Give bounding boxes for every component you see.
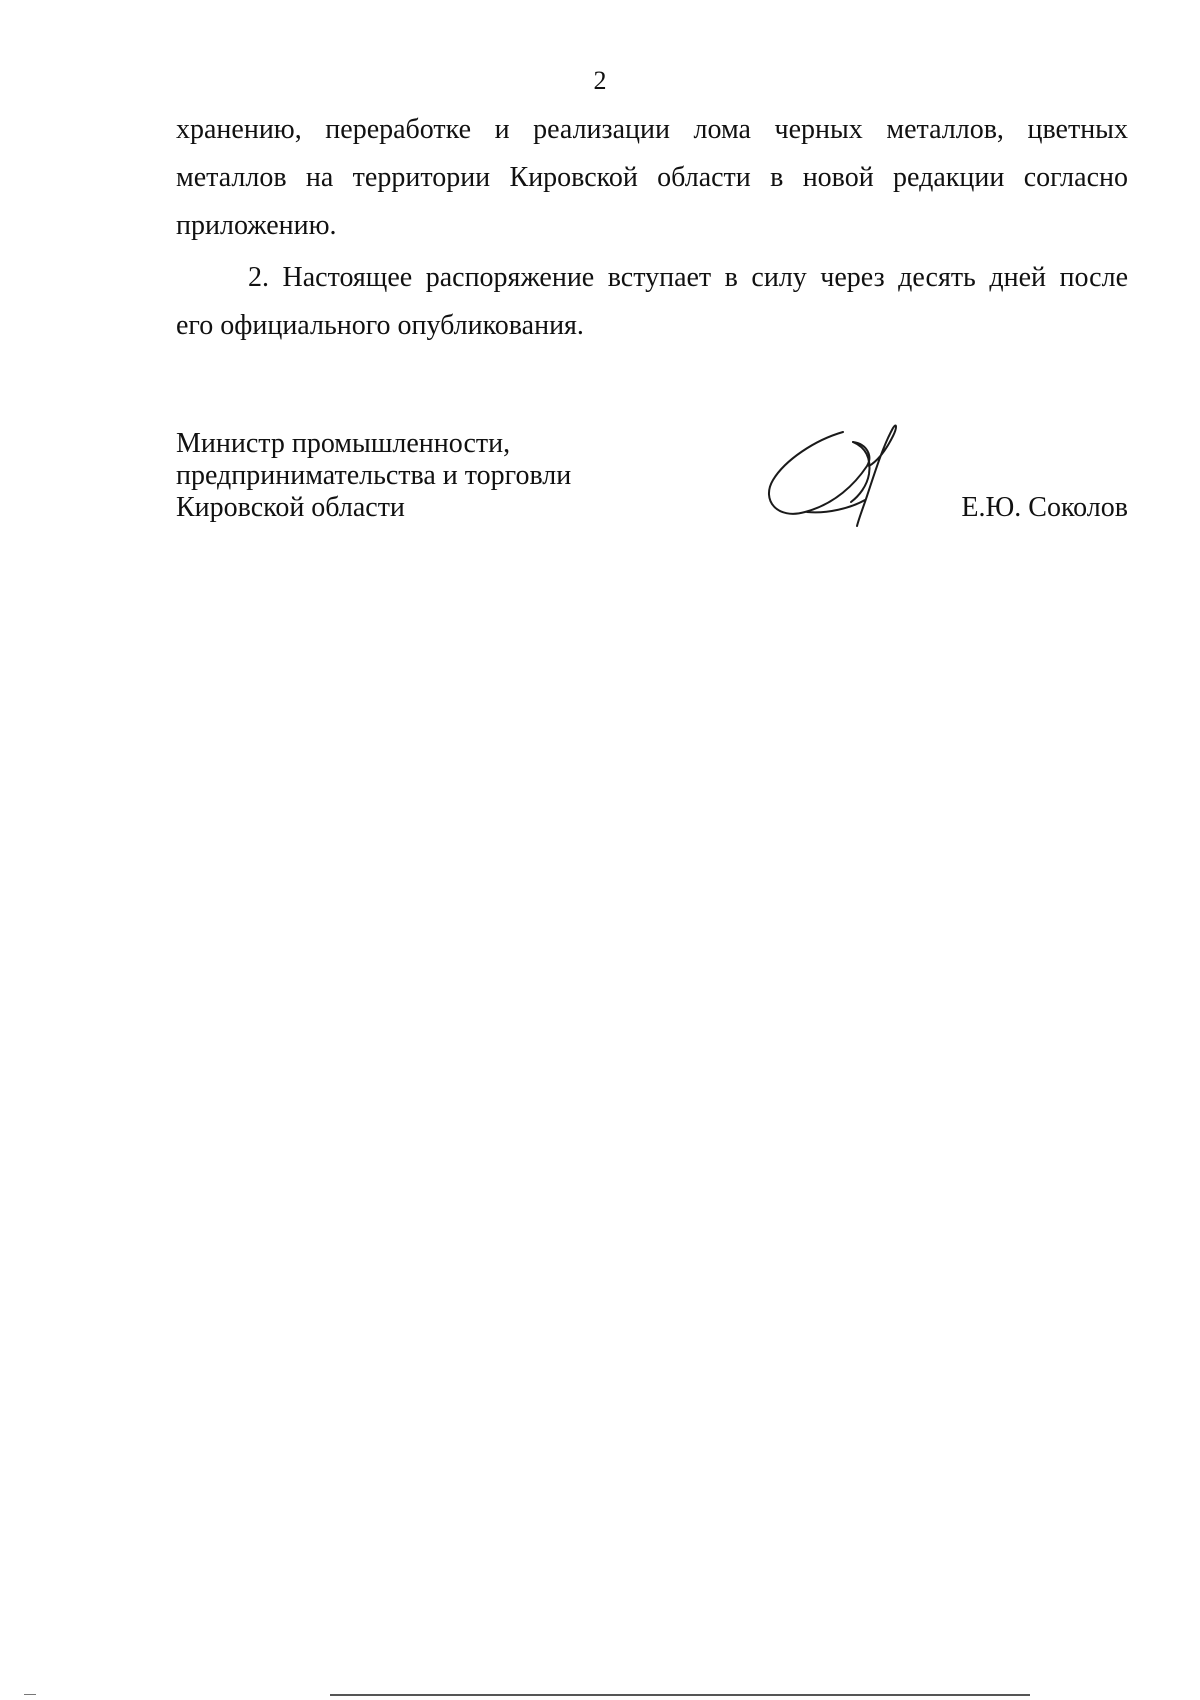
page-number: 2 xyxy=(593,66,607,95)
signer-name: Е.Ю. Соколов xyxy=(961,492,1128,523)
text-line: его официального опубликования. xyxy=(176,310,584,341)
paragraph-continuation xyxy=(176,106,1128,250)
scan-edge-line xyxy=(330,1694,1030,1696)
text-line: приложению. xyxy=(176,210,337,241)
signer-position-line: Кировской области xyxy=(176,492,405,523)
text-line: 2. Настоящее распоряжение вступает в силу через десять дней после xyxy=(248,262,1128,293)
handwritten-signature-icon xyxy=(755,420,935,540)
text-line: хранению, переработке и реализации лома черных металлов, цветных xyxy=(176,114,1128,145)
paragraph-item-2 xyxy=(176,254,1128,350)
signer-position xyxy=(176,428,571,524)
text-line: металлов на территории Кировской области в новой редакции согласно xyxy=(176,162,1128,193)
scan-edge-mark xyxy=(24,1694,36,1695)
signer-position-line: предпринимательства и торговли xyxy=(176,460,572,491)
signer-position-line: Министр промышленности, xyxy=(176,428,511,459)
